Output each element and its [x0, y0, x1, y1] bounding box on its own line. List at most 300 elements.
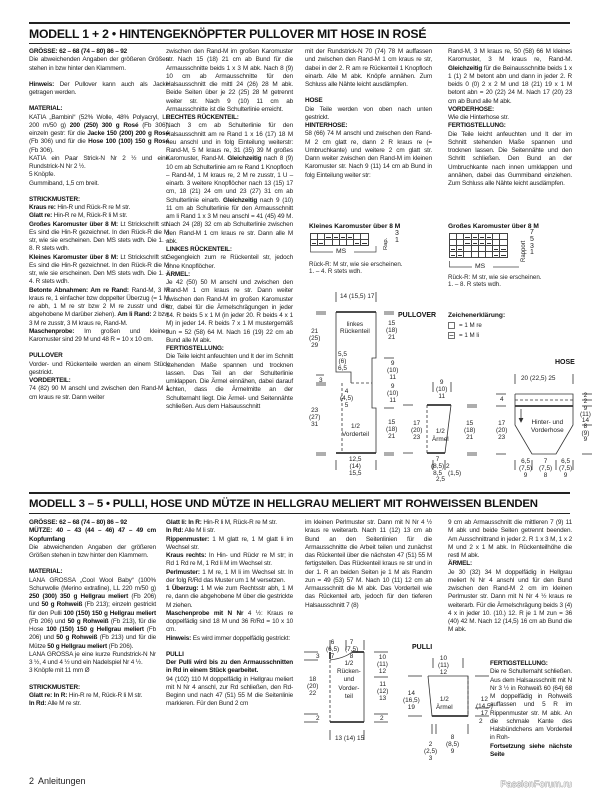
material-amount: 250 (300) 350 g Hellgrau meliert: [29, 593, 129, 600]
dim-top-width: 14 (15,5) 17: [340, 293, 375, 300]
dim-value: (2,5): [424, 748, 438, 755]
dim-value: 7: [330, 653, 335, 660]
dim-value: 2: [428, 741, 433, 748]
dim-value: (6): [338, 358, 347, 365]
hose-schematic-label: HOSE: [555, 359, 575, 366]
dim-value: (4,5): [340, 395, 354, 402]
piece-label: 1/2: [439, 696, 449, 703]
modell-3-5-column-2: [166, 519, 293, 709]
dim-value: (10): [436, 386, 448, 393]
material-text: LANA GROSSA „Cool Wool Baby“ (100% Schurwolle (Merino extrafine), LL 220 m/50 g): [29, 576, 156, 592]
piece-label: Rückenteil: [340, 328, 370, 336]
piece-label: linkes: [346, 321, 364, 328]
dim-value: (11): [580, 410, 591, 418]
dim-value: 10: [439, 655, 447, 662]
aermel-dim-top: [436, 379, 447, 400]
pulli-aermel-dim-cuff-width: [424, 741, 437, 762]
hose-heading: HOSE: [305, 97, 323, 105]
chart-note: Rück-R: M str, wie sie erscheinen.: [309, 261, 403, 268]
pulli-dim-bottom: 13 (14) 15: [335, 735, 365, 742]
piece-label: Ärmel: [432, 436, 449, 443]
pattern-label: 1 Überzug:: [166, 585, 199, 592]
dim-value: 21: [388, 433, 396, 440]
dim-value: 4: [344, 388, 349, 395]
dim-value: (11): [377, 661, 388, 668]
pulli-dim-right-lower: [377, 681, 388, 702]
dim-value: 12: [480, 696, 488, 703]
dim-value: (8,5): [431, 463, 445, 470]
pulli-dim-neck: 3: [316, 653, 320, 660]
body-text: Die Teile leicht anfeuchten und lt der im Schnitt stehenden Maße spannen und trocknen lassen. Die Seitennähte und den Schritt schließen. Den Bund an der Umbruchkante nach innen umklappen und annähen, dabei das Gummiband einziehen. Zum Schluss alle Nähte leicht ausdämpfen.: [448, 130, 572, 187]
dim-value: 8: [349, 653, 354, 660]
dim-value: 23: [311, 407, 319, 414]
pattern-text: Hin-R re M, Rück-R li M str.: [52, 212, 128, 220]
pulli-dim-left: [307, 676, 318, 697]
pattern-text: 2 bzw 3 M re zusstr, 3 M kraus re, Rand-M.: [29, 311, 169, 327]
dim-value: 6,5: [521, 458, 531, 465]
strickmuster-heading: STRICKMUSTER:: [29, 195, 80, 203]
material-heading: MATERIAL:: [29, 568, 63, 576]
dim-value: (27): [309, 414, 321, 421]
rechtes-rueckenteil-heading: RECHTES RÜCKENTEIL:: [166, 114, 239, 121]
aermel-dim-bottom: [431, 456, 444, 477]
groesse-note: Die abweichenden Angaben der größeren Größen stehen in bzw hinter den Klammern.: [29, 543, 156, 559]
pattern-text: 1 M glatt re, 1 M glatt li im Wechsel str.: [166, 535, 293, 551]
pattern-label: In Rd:: [29, 700, 47, 707]
pattern-text: In Hin- und Rückr re M str; in Rd 1 Rd re M, 1 Rd li M im Wechsel str.: [166, 552, 294, 568]
row-number: 5: [530, 235, 534, 243]
dim-value: 9: [563, 472, 568, 479]
piece-label: 1/2: [435, 428, 445, 435]
dim-value: 21: [466, 434, 474, 441]
dim-value: 6,5: [338, 365, 347, 372]
dim-value: 11: [438, 393, 445, 400]
dim-value: 7: [435, 456, 440, 463]
hinterhose-heading: HINTERHOSE:: [305, 122, 348, 129]
piece-label: Ärmel: [436, 704, 453, 711]
modell-3-5-column-1: [29, 519, 156, 708]
hose-dim-bottom-1: [519, 458, 532, 479]
aermel-dim-extra: 2,5: [436, 476, 445, 483]
dim-value: 6: [330, 639, 335, 646]
dim-right-lower: [386, 419, 397, 440]
dim-value: (20): [496, 427, 508, 434]
groesse-label: GRÖSSE:: [29, 48, 58, 55]
pattern-label: Kleines Karomuster über 8 M:: [29, 253, 119, 261]
vorderteil-text: 74 (82) 90 M anschl und zwischen den Rand-M 1 cm kraus re str. Dann weiter: [29, 385, 169, 401]
pulli-body-label: [337, 660, 361, 701]
pulli-dim-band-right: 2: [380, 715, 384, 722]
material-text: (Fb 306); einzeln gestr: für die: [29, 121, 169, 137]
material-needles: KATIA ein Paar Strick-N Nr 2 ½ und eine Rundstrick-N Nr 2 ½.: [29, 154, 169, 170]
pattern-label: Glatt re:: [29, 212, 53, 220]
body-text: im kleinen Perlmuster str. Dann mit N Nr 4 ½ kraus re weiterarb. Nach 11 (12) 13 cm ab Bund an den Seitenlinien für die Armausschnitte die Arbeit teilen und zunächst das Rückenteil über die nächsten 47 (51) 55 M fertigstellen. Das Rückenteil kraus re str und in der 1. R an beiden Seiten je 1 M als Randm zun = 49 (53) 57 M. Nach 10 (11) 12 cm ab Armausschnitt die M abk. Das Vorderteil wie das Rückenteil arb, jedoch für den tieferen Halsausschnitt 7 (8): [305, 519, 432, 609]
modell-3-5-column-4: [448, 519, 572, 635]
material-text: KATIA „Bambini“ (52% Wolle, 48% Polyacryl, LL 200 m/50 g): [29, 113, 169, 129]
grosses-karomuster-title: Großes Karomuster über 8 M: [448, 223, 539, 230]
pattern-label: Maschenprobe mit N Nr: [166, 609, 244, 617]
dim-value: 12,5: [349, 456, 362, 463]
dim-right-upper: [386, 320, 397, 341]
pulli-aermel-dim-top: [438, 655, 449, 676]
material-amount: Hose 100 (100) 150 g Rosé: [88, 138, 169, 146]
muetze-value: 40 – 43 (44 – 46) 47 – 49 cm Kopfumfang: [29, 527, 156, 543]
pulli-schematic: [290, 630, 500, 770]
ms-label: MS: [336, 248, 347, 255]
body-text: mit der Rundstrick-N 70 (74) 78 M auffassen und zwischen den Rand-M 1 cm kraus re str, dabei in der 2. R am re Rückenteil 1 Knopfloch einarb. Alle M abk. Knöpfe annähen. Zum Schluss alle Nähte leicht ausdämpfen.: [305, 48, 432, 88]
kleines-karomuster-chart: [310, 233, 369, 246]
hinweis-text: Der Pullover kann auch als Jacke getragen werden.: [29, 80, 169, 96]
piece-label: teil: [344, 692, 353, 700]
hose-dim-right: [580, 393, 591, 443]
dim-value: 8: [450, 734, 455, 741]
legend-li: = 1 M li: [459, 332, 480, 339]
fertigstellung-heading: FERTIGSTELLUNG:: [490, 660, 548, 667]
dim-value: (11): [438, 662, 449, 669]
dim-value: (12): [377, 688, 389, 695]
material-buttons: 3 Knöpfe mit 11 mm Ø: [29, 667, 90, 675]
pattern-text: Alle M re str.: [46, 700, 81, 707]
dim-value: 22: [309, 690, 317, 697]
row-numbers: [530, 230, 534, 257]
groesse-value: 62 – 68 (74 – 80) 86 – 92: [57, 519, 128, 526]
row-number: 3: [530, 242, 534, 250]
dim-value: 9: [523, 472, 528, 479]
body-text: für die Beinausschnitte beids 1 x 1 (1) 2 M betont abn und dann in jeder 2. R beids 0 (0) 2 x 2 M und 18 (21) 19 x 1 M betont abn = 20 (22) 24 M. Nach 17 (20) 23 cm ab Bund alle M abk.: [448, 64, 572, 105]
modell-3-5-heading: MODELL 3 – 5 • PULLI, HOSE UND MÜTZE IN HELLGRAU MELIERT MIT ROHWEISSEN BLENDEN: [29, 492, 570, 514]
pulli-intro: Der Pulli wird bis zu den Armausschnitten in Rd in einem Stück gearbeitet.: [166, 659, 293, 675]
legend-title: Zeichenerklärung:: [448, 312, 506, 319]
dim-value: 19: [407, 704, 415, 711]
piece-label: Vorderhose: [531, 427, 564, 434]
dim-value: (8,5): [446, 741, 460, 748]
material-buttons: 5 Knöpfe.: [29, 171, 56, 179]
emphasis: Gleichzeitig: [227, 155, 262, 163]
dim-value: 12: [439, 669, 447, 676]
dim-value: 7: [543, 458, 548, 465]
ms-label: MS: [475, 263, 486, 270]
dim-neck: [338, 351, 347, 372]
hinweis-text: Es wird immer doppelfädig gestrickt:: [191, 634, 290, 642]
dim-value: 9: [439, 379, 444, 386]
dim-value: 13: [379, 695, 387, 702]
rapport-label: Rapport: [521, 240, 527, 262]
dim-value: 10: [378, 654, 386, 661]
groesse-label: GRÖSSE:: [29, 519, 58, 526]
body-text: Die re Schulternaht schließen. Aus dem Halsausschnitt mit N Nr 3 ½ in Rohweiß 60 (64) 68 M doppelfädig in Rohweiß auffassen und 5 R im Rippenmuster str. M abk. An die schmale Kante des Halsbündchens am Vorderteil in Roh-: [490, 668, 572, 742]
pattern-text: Lt Strickschrift str. Es sind die Hin-R gezeichnet. In den Rück-R die M str, wie sie erscheinen. Den MS stets wdh. Die 1. – 4. R stets wdh.: [29, 253, 170, 286]
pulli-aermel-dim-left: [403, 690, 420, 711]
body-text: Rand-M, 3 M kraus re, 50 (58) 66 M kleines Karomuster, 3 M kraus re, Rand-M.: [448, 48, 572, 64]
pattern-text: Alle M li str.: [183, 527, 216, 535]
kleines-karomuster-title: Kleines Karomuster über 8 M: [309, 223, 401, 230]
body-text: Je 42 (50) 50 M anschl und zwischen den Rand-M 1 cm kraus re str. Dann weiter zwischen den Rand-M im großen Karomuster str, dabei für die Ärmelschrägungen in jeder 14. R beids 5 x 1 M (in jeder 20. R beids 4 x 1 M) in jeder 14. R beids 7 x 1 M mustergemäß zun = 52 (58) 64 M. Nach 16 (19) 22 cm ab Bund alle M abk.: [166, 279, 293, 344]
aermel-dim-cuff: (1,5): [448, 470, 462, 477]
dim-value: 23: [413, 434, 421, 441]
dim-value: 14: [581, 417, 589, 425]
modell-3-5-column-4b: [490, 660, 572, 759]
grosses-karomuster-chart: [449, 233, 508, 258]
pulli-aermel-label: [436, 696, 453, 712]
material-amount: 50 g Rohweiß: [56, 634, 98, 642]
pullover-heading: PULLOVER: [29, 352, 63, 360]
body-text: Die Teile werden von oben nach unten gestrickt.: [305, 105, 432, 121]
pattern-label: Großes Karomuster über 8 M:: [29, 220, 118, 228]
dim-value: 15: [466, 420, 474, 427]
chart-note: 1. – 4. R stets wdh.: [309, 268, 362, 275]
dim-left-lower: [309, 407, 320, 428]
pulli-dim-top-1: [326, 639, 339, 660]
dim-value: 31: [311, 421, 319, 428]
pattern-label: Kraus re:: [29, 204, 56, 211]
dim-value: 21: [311, 328, 319, 335]
pattern-label: Glatt li: In R:: [166, 519, 202, 526]
page-number: 2: [29, 776, 35, 786]
dim-value: 18: [309, 676, 317, 683]
pattern-label: Kraus rechts:: [166, 552, 207, 559]
dim-four: [340, 388, 353, 409]
material-text: (Fb 206) und: [29, 626, 156, 642]
material-text: (Fb 306).: [29, 146, 54, 154]
dim-value: 8: [583, 423, 588, 431]
dim-value: (7,5): [519, 465, 533, 472]
body-text: Nach 3 cm ab Schulterlinie für den Halsausschnitt am re Rand 1 x 16 (17) 18 M neu anschl und in folg Einteilung weiterstr: Rand-M, 5 M kraus re, 31 (35) 39 M großes Karomuster, Rand-M.: [166, 122, 293, 163]
aermel-dim-cuff: 2: [446, 463, 450, 470]
pattern-text: 1 M wie zum Rechtsstr abh, 1 M re, dann die abgehobene M über die gestrickte M ziehen.: [166, 585, 293, 609]
pattern-text: 1 M re, 1 M li im Wechsel str. In der folg R/Rd das Muster um 1 M versetzen.: [166, 568, 293, 584]
hinweis-label: Hinweis:: [166, 634, 192, 642]
dim-value: 8,5: [433, 470, 443, 477]
piece-label: 1/2: [351, 423, 360, 430]
material-text: (Fb 213) und für die Mütze: [29, 634, 157, 650]
row-number: 7: [530, 229, 534, 236]
hose-label: [531, 419, 564, 435]
aermel-heading: ÄRMEL:: [448, 560, 472, 568]
dim-value: (20): [411, 427, 423, 434]
dim-value: 5: [344, 402, 349, 409]
dim-value: 11: [379, 681, 386, 688]
dim-value: 12: [378, 668, 386, 675]
modell-3-5-column-3: [305, 519, 432, 610]
dim-value: (20): [307, 683, 319, 690]
piece-label: Hinter- und: [531, 419, 564, 426]
dim-right-armhole: [387, 360, 398, 381]
dim-value: (7,5): [539, 465, 553, 472]
pullover-front-label: [342, 423, 369, 439]
pattern-label: Betonte Abnahmen: Am re Rand:: [29, 286, 129, 294]
pulli-heading: PULLI: [166, 650, 184, 658]
dim-value: (18): [386, 327, 398, 334]
groesse-value: 62 – 68 (74 – 80) 86 – 92: [57, 48, 128, 55]
aermel-label: [432, 428, 449, 444]
fertigstellung-heading: FERTIGSTELLUNG:: [166, 345, 224, 352]
page-footer: [29, 776, 86, 786]
pattern-label: Glatt re: In R:: [29, 691, 68, 699]
dim-value: 7: [349, 639, 354, 646]
material-amount: Jacke 150 (200) 200 g Rosé: [87, 130, 169, 137]
piece-label: Vorderteil: [342, 431, 369, 438]
dim-value: 6,5: [561, 458, 571, 465]
pattern-label: In Rd:: [166, 527, 184, 535]
pattern-text: Hin-R und Rück-R re M str.: [55, 204, 131, 211]
hose-dim-waistband: 4: [500, 396, 504, 403]
modell-1-2-column-1: [29, 48, 169, 402]
material-heading: MATERIAL:: [29, 105, 63, 113]
modell-1-2-column-3: [305, 48, 432, 180]
pullover-schematic-label: PULLOVER: [398, 312, 437, 319]
pattern-text: Im großen und kleinen Karomuster sind 29 M und 48 R = 10 x 10 cm.: [29, 327, 169, 343]
hinweis-label: Hinweis:: [29, 80, 55, 88]
material-elastic: Gummiband, 1,5 cm breit.: [29, 179, 99, 187]
dim-value: 2: [583, 392, 588, 399]
modell-1-2-column-2: [166, 48, 293, 411]
row-number: 1: [395, 237, 399, 244]
rapport-label: Rap.: [383, 237, 389, 250]
dim-value: (10): [387, 390, 399, 397]
dim-value: 9: [390, 360, 395, 367]
material-amount: 200 (250) 300 g Rosé: [69, 121, 139, 129]
dim-value: (14): [349, 463, 361, 470]
dim-value: 17: [413, 420, 421, 427]
fertigstellung-heading: FERTIGSTELLUNG:: [448, 122, 506, 130]
material-amount: 50 g Rohweiß: [67, 617, 109, 625]
body-text: 9 cm ab Armausschnitt die mittleren 7 (9) 11 M abk und beide Seiten getrennt beenden. Am Ausschnittrand in jeder 2. R 1 x 3 M, 1 x 2 M und 2 x 1 M abk. In Rückenteilhöhe die restl M abk.: [448, 519, 572, 559]
dim-value: 2: [583, 398, 588, 406]
material-needles: LANA GROSSA je eine kurze Rundstrick-N Nr 3 ½, 4 und 4 ½ und ein Nadelspiel Nr 4 ½.: [29, 650, 156, 666]
pattern-label: Am li Rand:: [117, 311, 152, 319]
dim-value: 9: [450, 748, 455, 755]
pattern-text: Hin-R li M, Rück-R re M str.: [201, 519, 277, 526]
emphasis: Gleichzeitig: [223, 196, 258, 204]
dim-value: (9): [581, 429, 590, 437]
pullover-back-label: [340, 321, 370, 336]
pulli-dim-top-2: [345, 639, 358, 660]
pattern-text: 4 ½: Kraus re doppelfädig sind 18 M und 36 R/Rd = 10 x 10 cm.: [166, 609, 293, 634]
chart-note: Rück-R: M str, wie sie erscheinen.: [448, 274, 542, 281]
material-amount: 50 g Hellgrau meliert: [47, 642, 107, 650]
continued-next-page-link[interactable]: Fortsetzung siehe nächste Seite: [490, 742, 572, 758]
dim-value: (25): [309, 335, 321, 342]
dim-value: (16,5): [403, 697, 420, 704]
body-text: Wie die Hinterhose str.: [448, 114, 509, 121]
pattern-text: Rand-M, 3 M kraus re, 1 einfacher bzw doppelter Überzug (= 1 M re abh, 1 M re str bzw 2 M re zusstr und die abgehobene M darüber ziehen).: [29, 286, 169, 319]
row-number: 3: [395, 230, 399, 237]
aermel-heading: ÄRMEL:: [166, 270, 190, 278]
material-amount: 50 g Rohweiß: [41, 601, 83, 609]
body-text: Die Teile leicht anfeuchten und lt der im Schnitt stehenden Maße spannen und trocknen lassen. Das Teil an der Schulterlinie umklappen. Die Ärmel einnähen, dabei darauf achten, dass die Ärmelmitte an der Schulternaht liegt. Die Ärmel- und Seitennähte schließen. Aus dem Halsausschnitt: [166, 353, 293, 410]
dim-value: (7,5): [559, 465, 573, 472]
dim-left-upper: [309, 328, 320, 349]
material-amount: 100 (150) 150 g Hellgrau meliert: [46, 626, 144, 633]
row-number: 1: [530, 249, 534, 257]
body-text: 58 (66) 74 M anschl und zwischen den Rand-M 2 cm glatt re, dann 2 R kraus re (= Umbruchkante) und weitere 2 cm glatt str. Dann weiter zwischen den Rand-M im kleinen Karomuster str. Nach 9 (11) 14 cm ab Bund in folg Einteilung weiter str:: [305, 130, 432, 179]
pattern-label: Maschenprobe:: [29, 327, 75, 335]
pattern-label: Rippenmuster:: [166, 535, 210, 543]
dim-value: (6,5): [326, 646, 340, 653]
dim-value: 21: [388, 334, 396, 341]
watermark: PassionForum.ru: [500, 779, 572, 789]
piece-label: 1/2: [344, 660, 354, 667]
body-text: nach 9 (10) 11 cm ab Schulterlinie für den Armausschnitt am li Rand 1 x 3 M neu anschl = 41 (45) 49 M. Nach 24 (28) 32 cm ab Schulterlinie zwischen den Rand-M 1 cm kraus re str. Dann alle M abk.: [166, 196, 293, 245]
dim-value: 17: [480, 710, 488, 717]
chart-note: 1. – 8. R stets wdh.: [448, 281, 501, 288]
piece-label: Rücken-: [337, 668, 361, 676]
body-text: zwischen den Rand-M im großen Karomuster str. Nach 15 (18) 21 cm ab Bund für die Armausschnitte beids 1 x 3 M abk. Nach 8 (9) 10 cm ab Armausschnitte für den Halsausschnitt die mittl 24 (26) 28 M abk. Beide Seiten über je 22 (25) 28 M getrennt weiter str. Nach 9 (10) 11 cm ab Armausschnitte ist die Schulterlinie erreicht.: [166, 48, 293, 113]
material-text: (Fb 206) und: [29, 593, 156, 609]
dim-value: 9: [583, 436, 588, 444]
dim-value: (14,5): [476, 703, 493, 710]
aermel-dim-left: [411, 420, 422, 441]
pulli-aermel-dim-right: [476, 696, 493, 717]
vorderteil-heading: VORDERTEIL:: [29, 377, 71, 384]
pattern-text: Lt Strickschrift str. Es sind die Hin-R gezeichnet. In den Rück-R die M str, wie sie erscheinen. Den MS stets wdh. Die 1. – 8. R stets wdh.: [29, 220, 169, 253]
muetze-label: MÜTZE:: [29, 527, 53, 535]
dim-value: 9: [583, 404, 588, 412]
material-text: (Fb 306) und für die: [29, 138, 89, 146]
dim-value: 8: [543, 472, 548, 479]
modell-1-2-heading: MODELL 1 + 2 • HINTENGEKNÖPFTER PULLOVER MIT HOSE IN ROSÉ: [29, 22, 570, 44]
material-amount: 100 (150) 150 g Hellgrau meliert: [63, 609, 156, 617]
dim-three: 3: [319, 377, 323, 384]
pulli-dim-right-upper: [377, 654, 388, 675]
dim-value: 17: [498, 420, 506, 427]
dim-value: (7,5): [345, 646, 359, 653]
groesse-note: Die abweichenden Angaben der größeren Größen stehen in bzw hinter den Klammern.: [29, 56, 169, 72]
modell-1-2-column-4: [448, 48, 572, 188]
pulli-aermel-dim-cuff: 2: [479, 718, 483, 725]
linkes-rueckenteil-heading: LINKES RÜCKENTEIL:: [166, 246, 232, 253]
dim-value: 29: [311, 342, 319, 349]
aermel-dim-right: [464, 420, 475, 441]
dim-value: (18): [386, 426, 398, 433]
body-text: Je 30 (32) 34 M doppelfädig in Hellgrau meliert N Nr 4 anschl und für den Bund zwischen den Rand-M 2 cm im kleinen Perlmuster str. Dann mit N Nr 4 ½ kraus re weiterarb. Für die Ärmelschrägung beids 3 (4) 4 x in jeder 10. (10.) 12. R je 1 M zun = 36 (40) 42 M. Nach 12 (14,5) 16 cm ab Bund die M abk.: [448, 568, 572, 634]
dim-value: 23: [498, 434, 506, 441]
pulli-dim-band: 2: [316, 715, 320, 722]
body-text: Gegengleich zum re Rückenteil str, jedoch ohne Knopflöcher.: [166, 254, 293, 270]
ms-bracket: [310, 246, 390, 256]
legend-re: = 1 M re: [459, 322, 482, 329]
dim-value: 14: [407, 690, 415, 697]
hose-dim-top: 20 (22,5) 25: [521, 375, 556, 382]
pattern-label: Perlmuster:: [166, 568, 200, 576]
dim-value: 15,5: [349, 470, 362, 477]
dim-value: (10): [387, 367, 399, 374]
piece-label: und: [343, 676, 355, 684]
pullover-text: Vorder- und Rückenteile werden an einem Stück gestrickt.: [29, 360, 169, 376]
dim-value: 15: [388, 419, 396, 426]
body-text: nach 8 (9) 10 cm ab Schulterlinie am re Rand 1 Knopfloch – Rand-M, 1 M kraus re, 2 M re zusstr, 1 U – einarb. 3 weitere Knopflöcher nach 13 (15) 17 cm, 18 (21) 24 cm und 23 (27) 31 cm ab Schulterlinie einarb.: [166, 155, 293, 204]
dim-value: 3: [428, 755, 433, 762]
dim-bottom-width: [349, 456, 361, 477]
pulli-aermel-dim-bottom: [446, 734, 459, 755]
hose-dim-bottom-3: [559, 458, 572, 479]
section-label: Anleitungen: [38, 776, 86, 786]
dim-value: 9: [390, 383, 395, 390]
material-text: (Fb 206) und: [29, 617, 68, 625]
dim-value: 11: [389, 397, 396, 404]
piece-label: Vorder-: [338, 684, 360, 692]
material-text: (Fb 213); einzeln gestrickt für den Pulli: [29, 601, 157, 617]
ms-bracket: [449, 261, 529, 271]
emphasis: Gleichzeitig: [448, 64, 483, 72]
hose-dim-bottom-2: [539, 458, 552, 479]
dim-right-mid: [387, 383, 398, 404]
dim-value: 15: [388, 320, 396, 327]
material-text: (Fb 206).: [107, 642, 134, 650]
dim-value: 11: [389, 374, 396, 381]
pulli-schematic-label: PULLI: [412, 644, 433, 651]
material-text: (Fb 213), für die Hose: [29, 617, 157, 633]
